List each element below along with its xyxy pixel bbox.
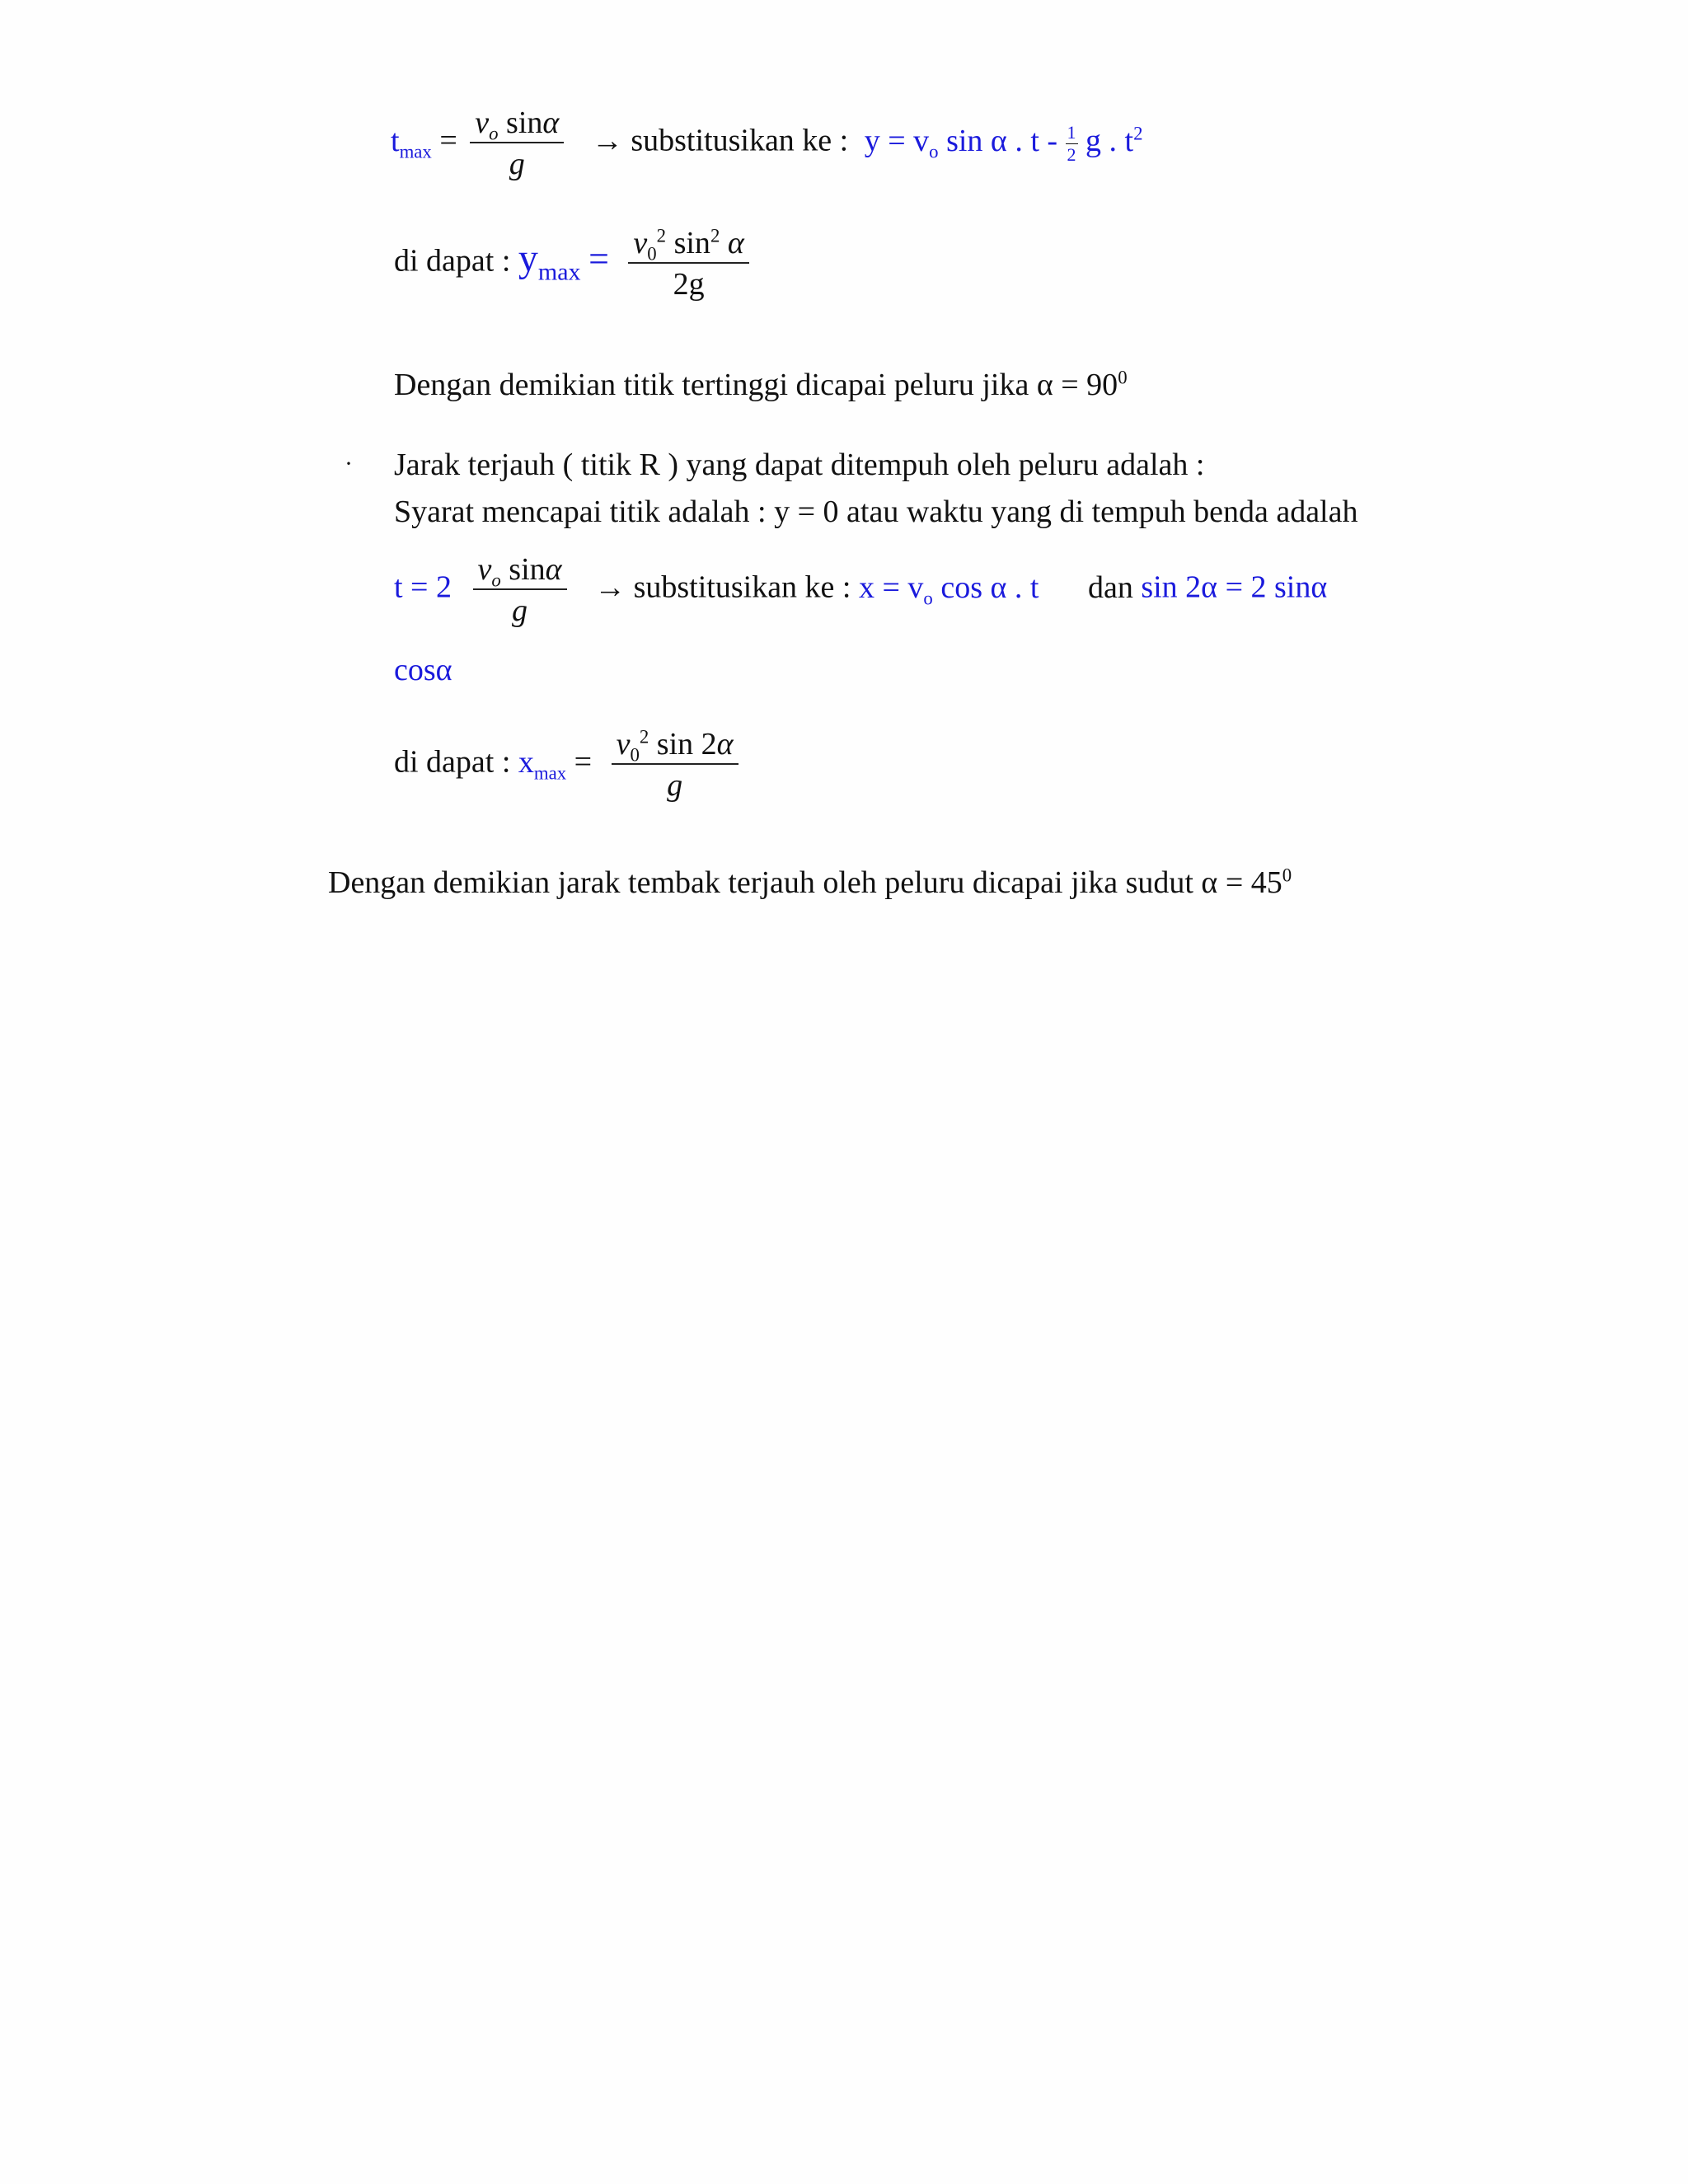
one-half-fraction: $\frac{1}{2}$ (1067, 121, 1076, 165)
substitution-text: substitusikan ke : (631, 123, 856, 158)
y-position-equation: $y = v_o$ sin α . t - $\frac{1}{2}$ g . $t^2$ (864, 121, 1143, 165)
tmax-equation (391, 107, 1143, 180)
x-position-equation: $x = v_o$ cos α . t (858, 569, 1039, 609)
xmax-equation (394, 726, 743, 803)
bullet-point: · (345, 450, 353, 477)
xmax-symbol: $x_{max}$ (518, 744, 567, 784)
arrow-icon: → (591, 123, 623, 158)
arrow-icon: → (594, 569, 626, 605)
ymax-equation (394, 227, 754, 300)
condition-text: Syarat mencapai titik adalah : y = 0 atau waktu yang di tempuh benda adalah (394, 494, 1358, 529)
tmax-symbol: $t_{max}$ (391, 123, 432, 162)
tmax-fraction: $\frac{v_o \sin\alpha}{g}$ (470, 107, 564, 180)
result-label: di dapat : (394, 744, 518, 780)
equals-sign: = (439, 123, 457, 158)
highest-point-conclusion: Dengan demikian titik tertinggi dicapai peluru jika $\alpha = 90^0$ (394, 367, 1128, 402)
flight-time-equation (394, 554, 1327, 626)
farthest-distance-heading: Jarak terjauh ( titik R ) yang dapat ditempuh oleh peluru adalah : (394, 448, 1205, 482)
t-symbol: t = 2 (394, 569, 452, 605)
t-fraction: $\frac{v_o \sin\alpha}{g}$ (473, 554, 567, 626)
result-label: di dapat : (394, 243, 518, 279)
substitution-text: substitusikan ke : (633, 569, 859, 605)
xmax-fraction: $\frac{v_0^2 \sin 2\alpha}{g}$ (612, 729, 738, 801)
ymax-symbol: $y_{max}$ (518, 236, 581, 286)
ymax-fraction: $\frac{v_0^2 \sin^2 \alpha}{2g}$ (628, 227, 748, 300)
and-text: dan (1087, 569, 1142, 605)
equals-sign: = (588, 238, 609, 279)
double-angle-identity: sin 2α = 2 sinα (1141, 569, 1328, 605)
equals-sign: = (574, 744, 593, 780)
cos-alpha-continuation: cosα (394, 653, 452, 687)
farthest-range-conclusion: Dengan demikian jarak tembak terjauh oleh peluru dicapai jika sudut $\alpha = 45^0$ (328, 865, 1292, 900)
